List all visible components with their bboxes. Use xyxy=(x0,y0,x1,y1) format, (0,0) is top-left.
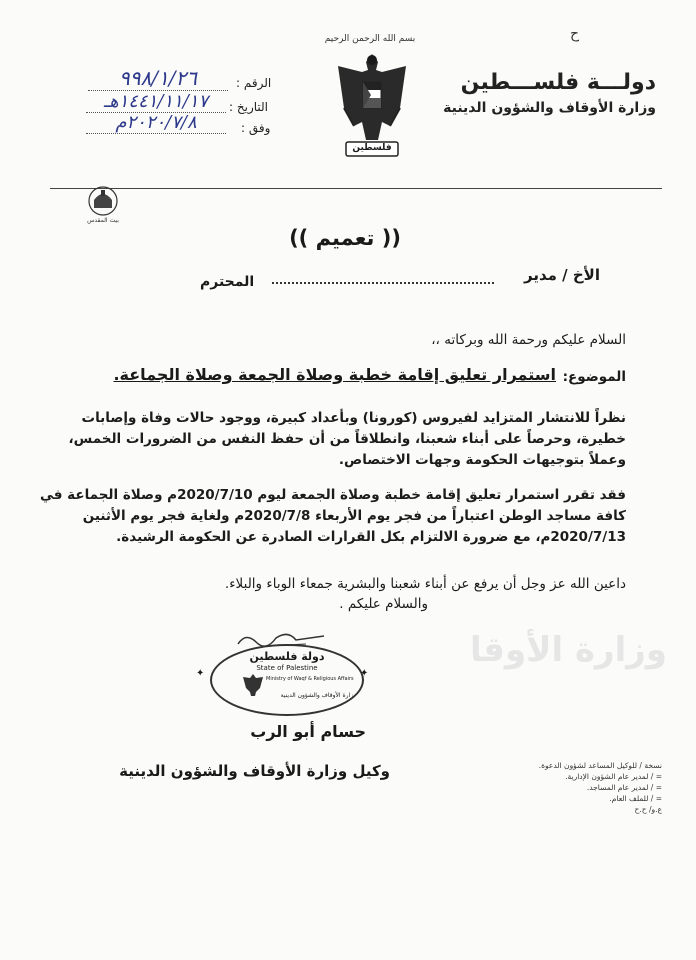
stamp-ministry-en: Ministry of Waqf & Religious Affairs xyxy=(266,676,354,682)
prayer: داعين الله عز وجل أن يرفع عن أبناء شعبنا والبشرية جمعاء الوباء والبلاء. xyxy=(224,576,626,592)
date-label: التاريخ : xyxy=(229,100,269,114)
date-gregorian: ٢٠٢٠/٧/٨م xyxy=(86,112,226,134)
official-stamp xyxy=(210,644,364,716)
stamp-star-left: ✦ xyxy=(196,668,205,679)
stamp-arabic: دولة فلسطين xyxy=(249,650,325,663)
paragraph-2-line: 2020/7/13م، مع ضرورة الالتزام بكل القرارات الصادرة عن الحكومة الرشيدة. xyxy=(116,529,626,545)
addressee-prefix: الأخ / مدير xyxy=(524,266,600,284)
stamp-ministry-ar: وزارة الأوقاف والشؤون الدينية xyxy=(280,692,356,699)
subject-label: الموضوع: xyxy=(562,369,626,385)
paragraph-1-line: نظراً للانتشار المتزايد لفيروس (كورونا) وبأعداد كبيرة، ووجود حالات وفاة وإصابات xyxy=(81,410,626,426)
addressee-suffix: المحترم xyxy=(200,274,255,290)
date-hijri: ١٤٤١/١١/١٧هـ xyxy=(86,91,226,113)
paragraph-2 xyxy=(39,485,626,548)
jerusalem-logo-icon xyxy=(84,184,122,220)
paragraph-1-line: وعملاً بتوجيهات الحكومة وجهات الاختصاص. xyxy=(338,452,626,468)
signatory-name: حسام أبو الرب xyxy=(250,722,366,741)
corresponds-label: وفق : xyxy=(241,121,271,135)
signatory-title: وكيل وزارة الأوقاف والشؤون الدينية xyxy=(119,762,390,780)
paragraph-1-line: خطيرة، وحرصاً على أبناء شعبنا، وانطلاقاً من أن حفظ النفس من الضرورات الخمس، xyxy=(68,431,626,447)
circular-title: (( تعميم )) xyxy=(289,226,401,250)
cc-item: = / لمدير عام الشؤون الإدارية. xyxy=(565,772,662,781)
closing: والسلام عليكم . xyxy=(339,596,428,612)
jerusalem-logo-caption: بيت المقدس xyxy=(87,217,119,224)
subject-text: استمرار تعليق إقامة خطبة وصلاة الجمعة وصلاة الجماعة. xyxy=(113,365,556,384)
paragraph-1 xyxy=(46,408,626,471)
ref-value: ٩٩٨/١/٢٦ xyxy=(88,66,228,91)
top-mark: ح xyxy=(570,26,580,42)
paragraph-2-line: فقد تقرر استمرار تعليق إقامة خطبة وصلاة الجمعة ليوم 2020/7/10م وصلاة الجماعة في xyxy=(39,487,626,503)
stamp-star-right: ✦ xyxy=(360,668,369,679)
state-name: دولـــة فلســـطين xyxy=(460,70,656,95)
cc-item: نسخة / للوكيل المساعد لشؤون الدعوة. xyxy=(538,761,662,770)
addressee-dotted-line xyxy=(272,282,494,284)
basmala: بسم الله الرحمن الرحيم xyxy=(324,34,416,44)
stamp-eagle-icon xyxy=(242,672,264,698)
paragraph-2-line: كافة مساجد الوطن اعتباراً من فجر يوم الأربعاء 2020/7/8م ولغاية فجر يوم الأثنين xyxy=(82,508,626,524)
ref-label: الرقم : xyxy=(236,76,272,90)
stamp-english: State of Palestine xyxy=(256,664,318,672)
cc-item: = / لمدير عام المساجد. xyxy=(586,783,662,792)
header-divider xyxy=(50,188,662,189)
cc-item: ع.و/ ح.ح xyxy=(634,805,662,814)
greeting: السلام عليكم ورحمة الله وبركاته ،، xyxy=(431,332,626,348)
cc-list xyxy=(512,760,662,815)
emblem-caption: فلسطين xyxy=(352,143,392,153)
ministry-name: وزارة الأوقاف والشؤون الدينية xyxy=(443,100,656,116)
watermark: وزارة الأوقا xyxy=(470,630,667,670)
cc-item: = / للملف العام. xyxy=(609,794,662,803)
